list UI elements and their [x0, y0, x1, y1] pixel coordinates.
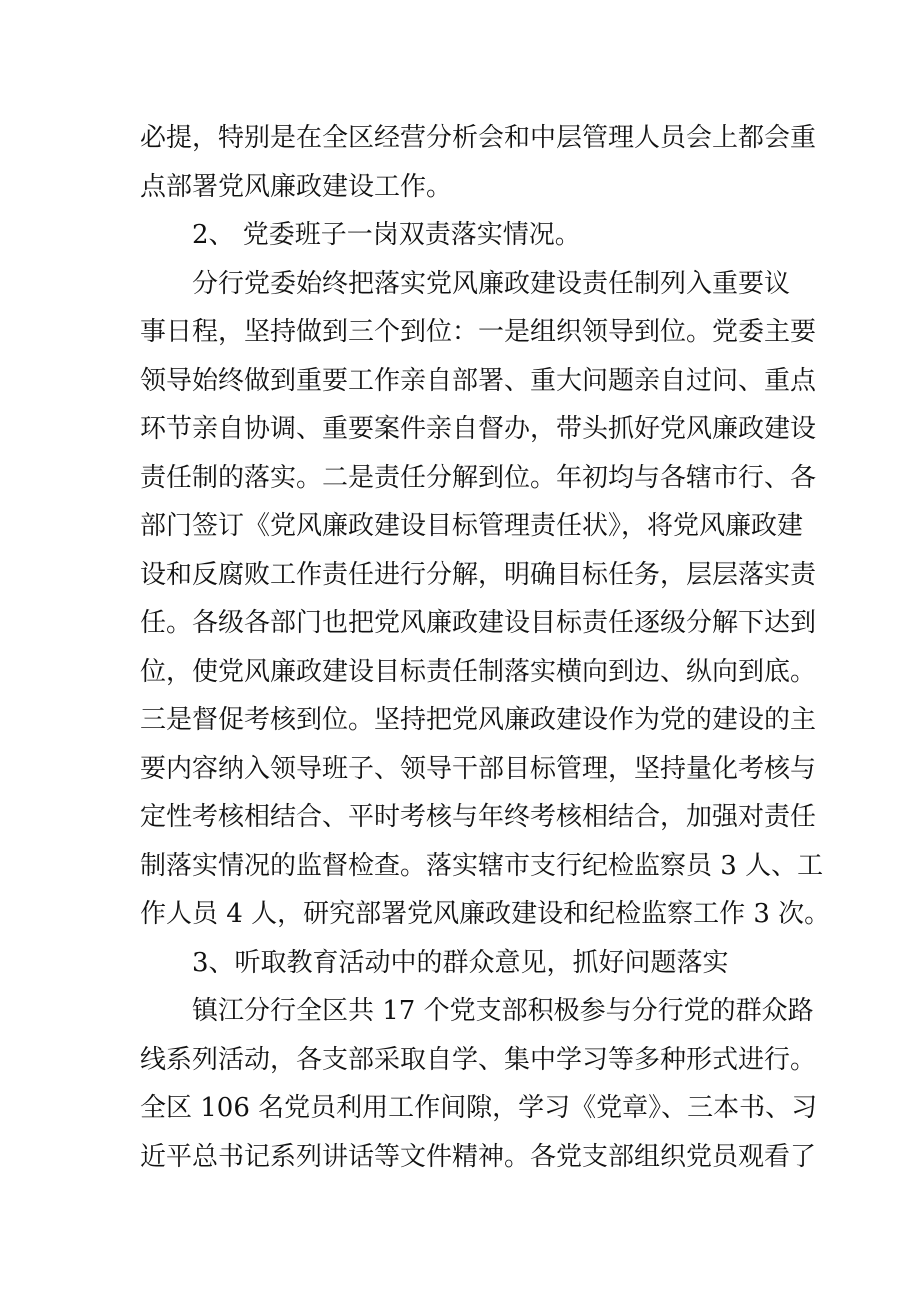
text-line: 制落实情况的监督检查。落实辖市支行纪检监察员 3 人、工 [140, 850, 824, 881]
text-line: 领导始终做到重要工作亲自部署、重大问题亲自过问、重点 [140, 365, 817, 396]
text-line: 部门签订《党风廉政建设目标管理责任状》，将党风廉政建 [140, 511, 804, 541]
text-line: 责任制的落实。二是责任分解到位。年初均与各辖市行、各 [140, 462, 817, 493]
paragraph-start: 分行党委始终把落实党风廉政建设责任制列入重要议 [192, 268, 791, 299]
text-line: 任。各级各部门也把党风廉政建设目标责任逐级分解下达到 [140, 608, 817, 638]
text-line: 三是督促考核到位。坚持把党风廉政建设作为党的建设的主 [140, 705, 817, 735]
text-line: 事日程，坚持做到三个到位：一是组织领导到位。党委主要 [140, 317, 817, 347]
text-line: 位，使党风廉政建设目标责任制落实横向到边、纵向到底。 [140, 656, 817, 687]
text-line: 全区 106 名党员利用工作间隙，学习《党章》、三本书、习 [140, 1093, 818, 1123]
document-body [140, 114, 831, 1181]
text-line: 设和反腐败工作责任进行分解，明确目标任务，层层落实责 [140, 559, 817, 590]
section-heading: 2、 党委班子一岗双责落实情况。 [192, 220, 581, 250]
text-line: 作人员 4 人，研究部署党风廉政建设和纪检监察工作 3 次。 [140, 899, 831, 929]
text-line: 点部署党风廉政建设工作。 [140, 171, 453, 202]
text-line: 近平总书记系列讲话等文件精神。各党支部组织党员观看了 [140, 1141, 817, 1172]
text-line: 必提，特别是在全区经营分析会和中层管理人员会上都会重 [140, 123, 817, 153]
paragraph-start: 镇江分行全区共 17 个党支部积极参与分行党的群众路 [192, 996, 814, 1026]
text-line: 环节亲自协调、重要案件亲自督办，带头抓好党风廉政建设 [140, 414, 817, 444]
section-heading: 3、听取教育活动中的群众意见，抓好问题落实 [192, 947, 729, 978]
text-line: 定性考核相结合、平时考核与年终考核相结合，加强对责任 [140, 802, 817, 832]
text-line: 线系列活动，各支部采取自学、集中学习等多种形式进行。 [140, 1044, 817, 1075]
text-line: 要内容纳入领导班子、领导干部目标管理，坚持量化考核与 [140, 753, 817, 784]
